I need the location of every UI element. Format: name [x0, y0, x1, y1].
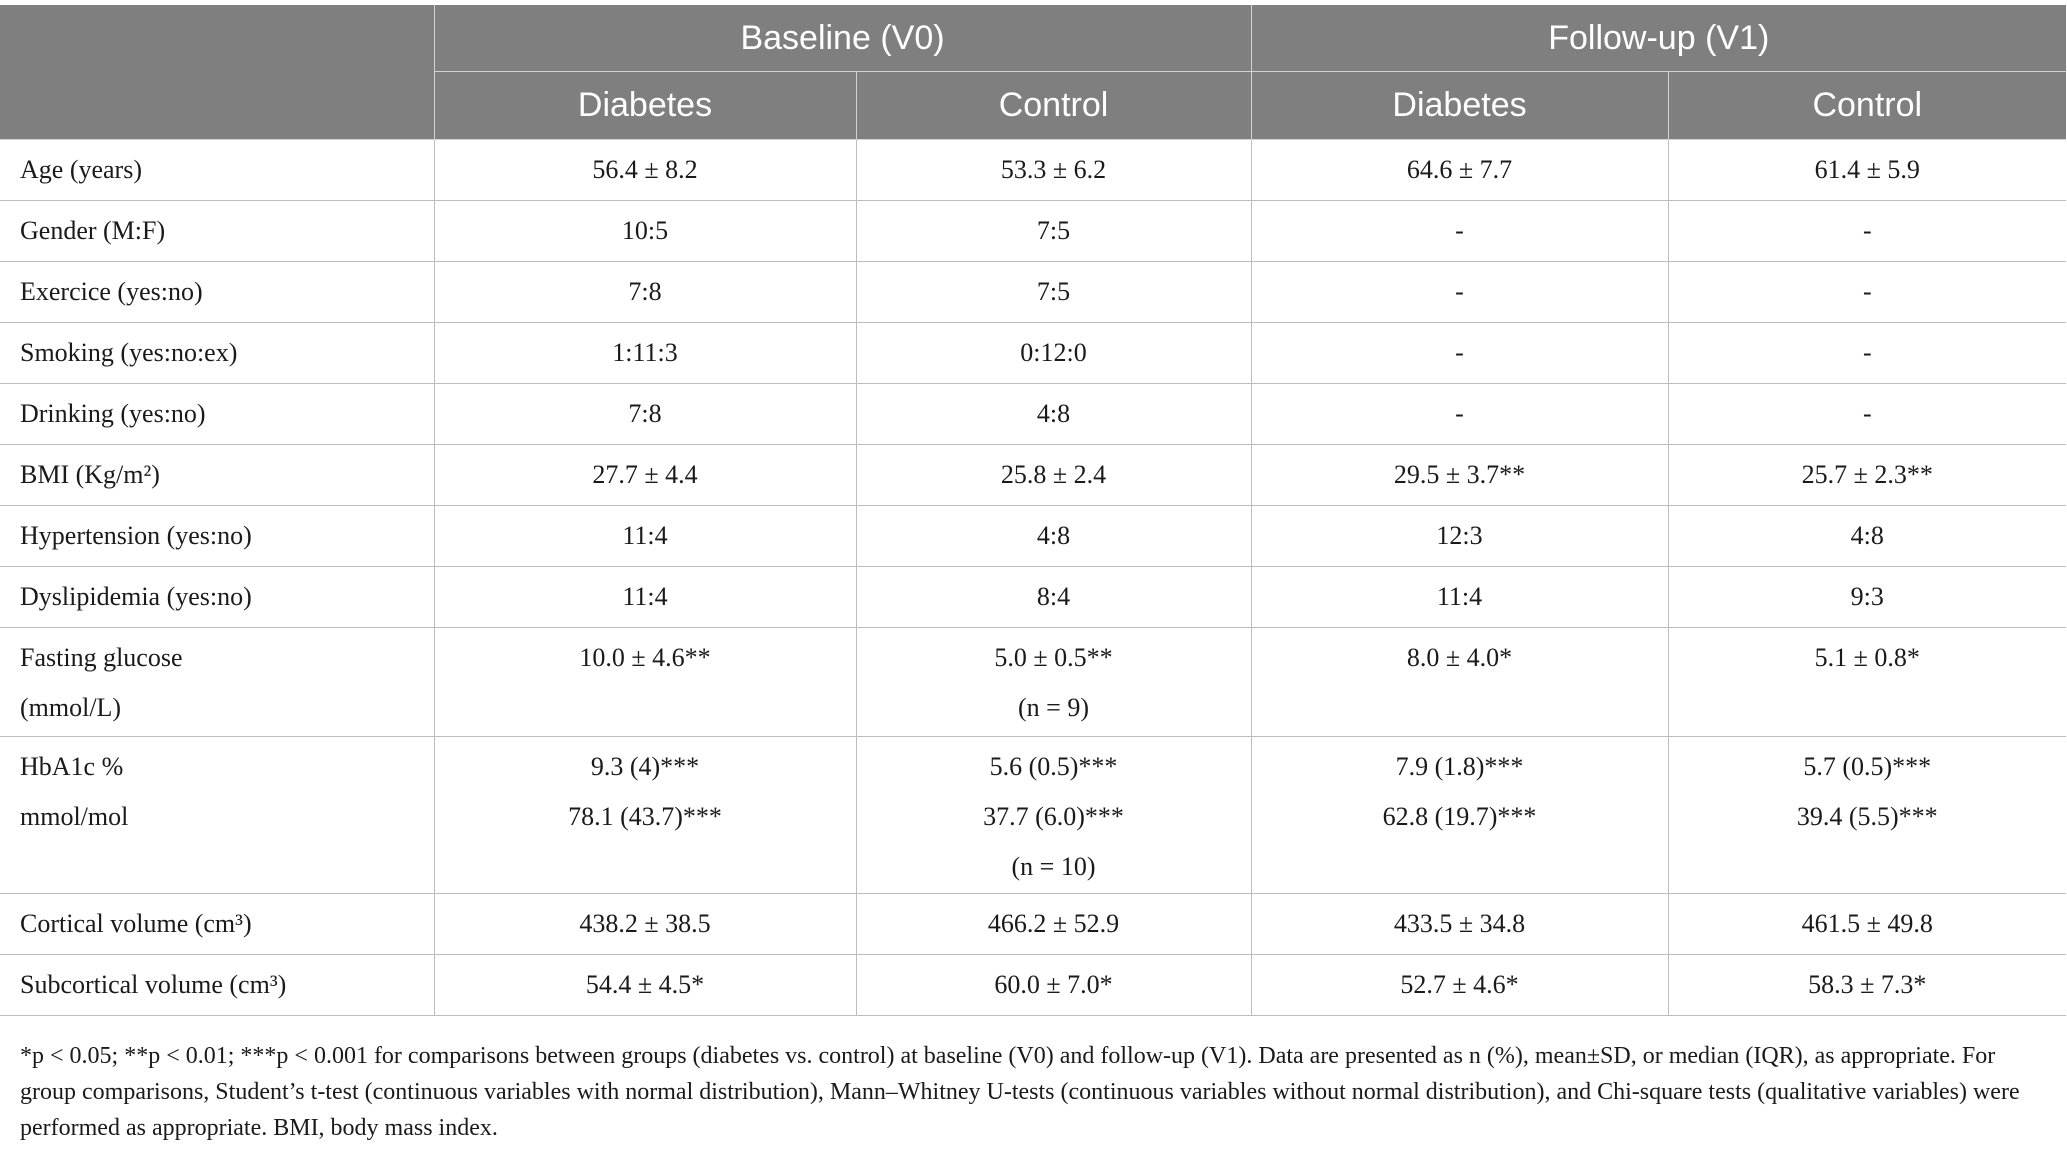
table-row-cortical-volume	[0, 894, 2066, 955]
row-label: Dyslipidemia (yes:no)	[20, 582, 252, 611]
table-row-fasting-glucose	[0, 628, 2066, 737]
row-label: Fasting glucose	[20, 643, 183, 672]
header-followup: Follow-up (V1)	[1251, 5, 2066, 72]
table-row-drinking	[0, 384, 2066, 445]
cell-value: 10:5	[621, 216, 669, 245]
row-label: Drinking (yes:no)	[20, 399, 206, 428]
cell-value: 8.0 ± 4.0*	[1406, 643, 1513, 672]
table-row-exercise	[0, 262, 2066, 323]
row-label-unit: (mmol/L)	[20, 693, 122, 722]
cell-value: 7.9 (1.8)***	[1395, 752, 1524, 781]
table-row-hypertension	[0, 506, 2066, 567]
row-label: Gender (M:F)	[20, 216, 166, 245]
cell-value: 53.3 ± 6.2	[1000, 155, 1107, 184]
cell-value: 39.4 (5.5)***	[1796, 802, 1938, 831]
row-label: Age (years)	[20, 155, 142, 184]
cell-value: 54.4 ± 4.5*	[585, 970, 705, 999]
cell-value: 5.1 ± 0.8*	[1814, 643, 1920, 672]
cell-value: 9.3 (4)***	[590, 752, 700, 781]
cell-value: 11:4	[622, 582, 668, 611]
cell-value: 10.0 ± 4.6**	[579, 643, 711, 672]
cell-value: 9:3	[1850, 582, 1884, 611]
header-corner	[0, 5, 434, 72]
row-label: BMI (Kg/m²)	[20, 460, 160, 489]
cell-value: -	[1455, 399, 1464, 428]
header-corner-lower	[0, 72, 434, 140]
cell-value: 25.8 ± 2.4	[1000, 460, 1107, 489]
cell-value: 25.7 ± 2.3**	[1801, 460, 1933, 489]
table-header	[0, 5, 2066, 140]
cell-value: 11:4	[622, 521, 668, 550]
cell-value: 5.0 ± 0.5**	[994, 643, 1113, 672]
header-v1-control: Control	[1668, 72, 2066, 140]
cell-value: -	[1862, 277, 1872, 306]
cell-value: 7:8	[628, 399, 662, 428]
cell-value: 12:3	[1436, 521, 1483, 550]
row-label: Hypertension (yes:no)	[20, 521, 252, 550]
cell-value: -	[1455, 338, 1464, 367]
table-row-smoking	[0, 323, 2066, 384]
header-v1-diabetes: Diabetes	[1251, 72, 1668, 140]
cell-value: 7:5	[1036, 277, 1071, 306]
cell-value: 7:5	[1036, 216, 1071, 245]
cell-value: 78.1 (43.7)***	[568, 802, 722, 831]
row-label: Smoking (yes:no:ex)	[20, 338, 238, 367]
cell-value: 4:8	[1036, 399, 1071, 428]
cell-value: 37.7 (6.0)***	[983, 802, 1124, 831]
cell-value: 8:4	[1036, 582, 1071, 611]
row-label: Subcortical volume (cm³)	[20, 970, 287, 999]
row-label: Exercice (yes:no)	[20, 277, 203, 306]
cell-value: 60.0 ± 7.0*	[994, 970, 1113, 999]
cell-value: 433.5 ± 34.8	[1393, 909, 1526, 938]
cell-value: 438.2 ± 38.5	[579, 909, 711, 938]
cell-value: 62.8 (19.7)***	[1382, 802, 1537, 831]
cell-value: 1:11:3	[612, 338, 678, 367]
cell-value: 56.4 ± 8.2	[592, 155, 698, 184]
table-row-dyslipidemia	[0, 567, 2066, 628]
cell-value: -	[1455, 216, 1464, 245]
cell-value: 58.3 ± 7.3*	[1808, 970, 1927, 999]
cell-sample-size: (n = 10)	[1011, 852, 1096, 881]
cell-value: 466.2 ± 52.9	[987, 909, 1120, 938]
table-row-subcortical-volume	[0, 955, 2066, 1016]
table-row-age	[0, 140, 2066, 201]
cell-value: 5.7 (0.5)***	[1803, 752, 1932, 781]
cell-value: 5.6 (0.5)***	[989, 752, 1118, 781]
table-footnote: *p < 0.05; **p < 0.01; ***p < 0.001 for comparisons between groups (diabetes vs. control) at baseline (V0) and follow-up (V1). Data are presented as n (%), mean±SD, or median (IQR), as appropriate. For group comparisons, Student’s t-test (continuous variables with normal distribution), Mann–Whitney U-tests (continuous variables without normal distribution), and Chi-square tests (qualitative variables) were performed as appropriate. BMI, body mass index.	[20, 1043, 2020, 1141]
header-v0-control: Control	[856, 72, 1251, 140]
header-v0-diabetes: Diabetes	[434, 72, 856, 140]
cell-value: -	[1862, 399, 1872, 428]
table-row-hba1c	[0, 737, 2066, 894]
cell-value: 4:8	[1850, 521, 1884, 550]
cell-value: 0:12:0	[1020, 338, 1087, 367]
cell-value: -	[1862, 216, 1872, 245]
cell-value: -	[1862, 338, 1872, 367]
row-label: HbA1c %	[20, 752, 124, 781]
cell-sample-size: (n = 9)	[1018, 693, 1089, 722]
table-row-bmi	[0, 445, 2066, 506]
row-label: Cortical volume (cm³)	[20, 909, 252, 938]
characteristics-table	[0, 5, 2066, 1016]
cell-value: 64.6 ± 7.7	[1406, 155, 1513, 184]
cell-value: 7:8	[628, 277, 662, 306]
cell-value: 61.4 ± 5.9	[1814, 155, 1920, 184]
table-row-gender	[0, 201, 2066, 262]
cell-value: 52.7 ± 4.6*	[1400, 970, 1519, 999]
cell-value: 29.5 ± 3.7**	[1393, 460, 1526, 489]
row-label-unit: mmol/mol	[20, 802, 129, 831]
table-container	[0, 5, 2066, 1016]
table-body	[0, 140, 2066, 1016]
cell-value: 4:8	[1036, 521, 1071, 550]
header-baseline: Baseline (V0)	[434, 5, 1251, 72]
cell-value: 11:4	[1436, 582, 1483, 611]
cell-value: 461.5 ± 49.8	[1801, 909, 1933, 938]
cell-value: -	[1455, 277, 1464, 306]
cell-value: 27.7 ± 4.4	[592, 460, 698, 489]
